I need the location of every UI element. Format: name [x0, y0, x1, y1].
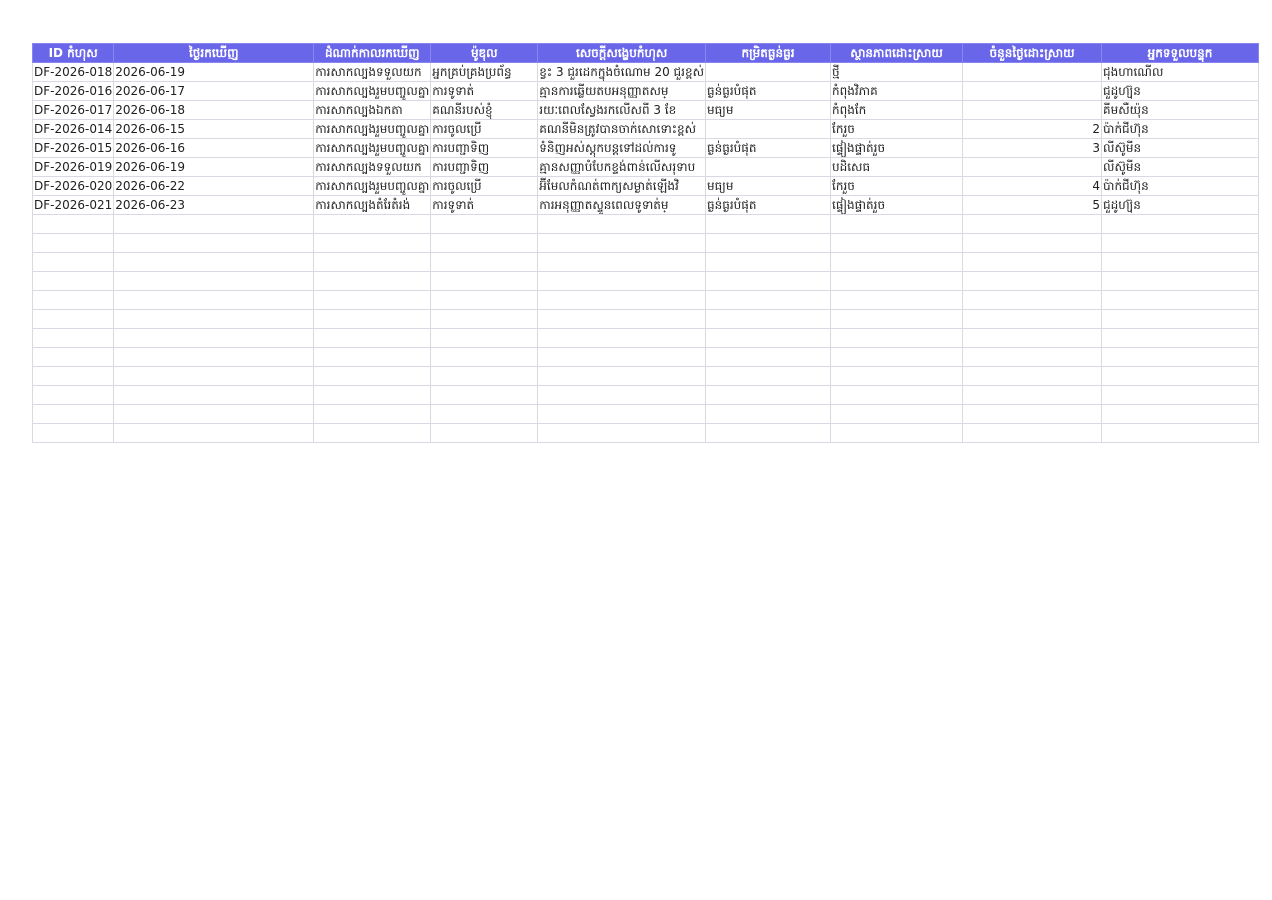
empty-cell[interactable]	[114, 291, 314, 310]
empty-cell[interactable]	[314, 348, 431, 367]
cell-fix-days[interactable]: 2	[963, 120, 1102, 139]
cell-summary[interactable]: ខ្វះ 3 ជួរដេកក្នុងចំណោម 20 ជួរខ្ពស់	[538, 63, 706, 82]
empty-row	[33, 348, 1259, 367]
empty-row	[33, 329, 1259, 348]
cell-status[interactable]: កំពុងវិភាគ	[831, 82, 963, 101]
cell-assignee[interactable]: ជុងហាណើល	[1102, 63, 1259, 82]
empty-cell[interactable]	[314, 253, 431, 272]
empty-cell[interactable]	[314, 234, 431, 253]
empty-row	[33, 424, 1259, 443]
empty-cell[interactable]	[706, 291, 831, 310]
empty-cell[interactable]	[114, 234, 314, 253]
header-fix-days[interactable]: ចំនួនថ្ងៃដោះស្រាយ	[963, 44, 1102, 63]
empty-cell[interactable]	[706, 234, 831, 253]
empty-cell[interactable]	[831, 386, 963, 405]
empty-cell[interactable]	[33, 272, 114, 291]
empty-cell[interactable]	[33, 234, 114, 253]
cell-found-phase[interactable]: ការសាកល្បងឯកតា	[314, 101, 431, 120]
empty-cell[interactable]	[114, 272, 314, 291]
empty-cell[interactable]	[538, 329, 706, 348]
empty-cell[interactable]	[431, 253, 538, 272]
cell-defect-id[interactable]: DF-2026-020	[33, 177, 114, 196]
empty-cell[interactable]	[431, 215, 538, 234]
cell-assignee[interactable]: គីមសឺយ៉ុន	[1102, 101, 1259, 120]
header-defect-id[interactable]: ID កំហុស	[33, 44, 114, 63]
header-module[interactable]: ម៉ូឌុល	[431, 44, 538, 63]
empty-row	[33, 291, 1259, 310]
empty-cell[interactable]	[538, 215, 706, 234]
cell-assignee[interactable]: ប៉ាក់ជីហ៊ុន	[1102, 177, 1259, 196]
cell-fix-days[interactable]	[963, 63, 1102, 82]
empty-cell[interactable]	[831, 291, 963, 310]
cell-found-phase[interactable]: ការសាកល្បងរួមបញ្ចូលគ្នា	[314, 177, 431, 196]
cell-severity[interactable]: ធ្ងន់ធ្ងរបំផុត	[706, 196, 831, 215]
cell-found-phase[interactable]: ការសាកល្បងរួមបញ្ចូលគ្នា	[314, 120, 431, 139]
cell-found-phase[interactable]: ការសាកល្បងទទួលយក	[314, 63, 431, 82]
cell-status[interactable]: ផ្ទៀងផ្ទាត់រួច	[831, 196, 963, 215]
empty-cell[interactable]	[831, 329, 963, 348]
cell-module[interactable]: ការទូទាត់	[431, 196, 538, 215]
table-row	[33, 196, 1259, 215]
cell-defect-id[interactable]: DF-2026-019	[33, 158, 114, 177]
empty-cell[interactable]	[1102, 310, 1259, 329]
empty-cell[interactable]	[831, 424, 963, 443]
empty-cell[interactable]	[314, 272, 431, 291]
empty-cell[interactable]	[1102, 348, 1259, 367]
cell-status[interactable]: ថ្មី	[831, 63, 963, 82]
empty-cell[interactable]	[831, 348, 963, 367]
empty-cell[interactable]	[538, 310, 706, 329]
cell-severity[interactable]	[706, 120, 831, 139]
empty-cell[interactable]	[114, 367, 314, 386]
cell-found-date[interactable]: 2026-06-16	[114, 139, 314, 158]
empty-cell[interactable]	[963, 424, 1102, 443]
empty-cell[interactable]	[33, 215, 114, 234]
empty-cell[interactable]	[963, 386, 1102, 405]
empty-row	[33, 367, 1259, 386]
empty-cell[interactable]	[963, 215, 1102, 234]
empty-cell[interactable]	[1102, 424, 1259, 443]
empty-cell[interactable]	[538, 253, 706, 272]
cell-summary[interactable]: ការអនុញ្ញាតស្ទួនពេលទូទាត់ម្	[538, 196, 706, 215]
spreadsheet	[32, 43, 1259, 443]
cell-module[interactable]: គណនីរបស់ខ្ញុំ	[431, 101, 538, 120]
empty-cell[interactable]	[538, 386, 706, 405]
cell-status[interactable]: កែរួច	[831, 120, 963, 139]
header-summary[interactable]: សេចក្តីសង្ខេបកំហុស	[538, 44, 706, 63]
empty-cell[interactable]	[963, 329, 1102, 348]
empty-cell[interactable]	[538, 367, 706, 386]
cell-status[interactable]: ផ្ទៀងផ្ទាត់រួច	[831, 139, 963, 158]
cell-found-phase[interactable]: ការសាកល្បងរួមបញ្ចូលគ្នា	[314, 82, 431, 101]
empty-cell[interactable]	[33, 329, 114, 348]
cell-assignee[interactable]: ជួដូហ្យ៊ុន	[1102, 82, 1259, 101]
empty-cell[interactable]	[538, 291, 706, 310]
empty-cell[interactable]	[538, 424, 706, 443]
cell-severity[interactable]: មធ្យម	[706, 177, 831, 196]
empty-cell[interactable]	[431, 291, 538, 310]
cell-assignee[interactable]: ជួដូហ្យ៊ុន	[1102, 196, 1259, 215]
table-row	[33, 120, 1259, 139]
empty-cell[interactable]	[33, 424, 114, 443]
empty-cell[interactable]	[1102, 329, 1259, 348]
empty-cell[interactable]	[831, 405, 963, 424]
cell-defect-id[interactable]: DF-2026-014	[33, 120, 114, 139]
empty-cell[interactable]	[314, 215, 431, 234]
empty-cell[interactable]	[963, 253, 1102, 272]
cell-summary[interactable]: គណនីមិនត្រូវបានចាក់សោទោះខ្ពស់	[538, 120, 706, 139]
empty-cell[interactable]	[314, 291, 431, 310]
cell-found-date[interactable]: 2026-06-15	[114, 120, 314, 139]
cell-defect-id[interactable]: DF-2026-021	[33, 196, 114, 215]
cell-severity[interactable]	[706, 158, 831, 177]
empty-cell[interactable]	[431, 405, 538, 424]
cell-defect-id[interactable]: DF-2026-018	[33, 63, 114, 82]
empty-cell[interactable]	[431, 329, 538, 348]
empty-cell[interactable]	[33, 405, 114, 424]
cell-module[interactable]: ការចូលប្រើ	[431, 177, 538, 196]
empty-cell[interactable]	[314, 367, 431, 386]
cell-severity[interactable]: ធ្ងន់ធ្ងរបំផុត	[706, 82, 831, 101]
empty-cell[interactable]	[706, 272, 831, 291]
cell-status[interactable]: កំពុងកែ	[831, 101, 963, 120]
table-row	[33, 139, 1259, 158]
cell-severity[interactable]: ធ្ងន់ធ្ងរបំផុត	[706, 139, 831, 158]
cell-defect-id[interactable]: DF-2026-015	[33, 139, 114, 158]
empty-cell[interactable]	[706, 215, 831, 234]
header-row	[33, 44, 1259, 63]
empty-cell[interactable]	[314, 329, 431, 348]
empty-cell[interactable]	[538, 234, 706, 253]
cell-found-phase[interactable]: ការសាកល្បងតំរែតំរង់	[314, 196, 431, 215]
empty-cell[interactable]	[1102, 234, 1259, 253]
empty-cell[interactable]	[831, 310, 963, 329]
header-assignee[interactable]: អ្នកទទួលបន្ទុក	[1102, 44, 1259, 63]
table-row	[33, 177, 1259, 196]
cell-fix-days[interactable]: 3	[963, 139, 1102, 158]
empty-cell[interactable]	[33, 291, 114, 310]
empty-cell[interactable]	[706, 348, 831, 367]
empty-cell[interactable]	[706, 310, 831, 329]
empty-cell[interactable]	[33, 367, 114, 386]
empty-cell[interactable]	[431, 234, 538, 253]
empty-cell[interactable]	[831, 367, 963, 386]
empty-row	[33, 386, 1259, 405]
cell-status[interactable]: កែរួច	[831, 177, 963, 196]
empty-row	[33, 215, 1259, 234]
empty-cell[interactable]	[114, 348, 314, 367]
empty-row	[33, 234, 1259, 253]
cell-severity[interactable]: មធ្យម	[706, 101, 831, 120]
cell-module[interactable]: ការបញ្ជាទិញ	[431, 158, 538, 177]
empty-row	[33, 272, 1259, 291]
cell-found-date[interactable]: 2026-06-18	[114, 101, 314, 120]
empty-cell[interactable]	[33, 310, 114, 329]
cell-fix-days[interactable]: 4	[963, 177, 1102, 196]
empty-cell[interactable]	[1102, 215, 1259, 234]
empty-cell[interactable]	[963, 310, 1102, 329]
empty-cell[interactable]	[431, 272, 538, 291]
empty-cell[interactable]	[431, 386, 538, 405]
table-row	[33, 82, 1259, 101]
empty-cell[interactable]	[1102, 405, 1259, 424]
cell-found-phase[interactable]: ការសាកល្បងរួមបញ្ចូលគ្នា	[314, 139, 431, 158]
empty-cell[interactable]	[706, 329, 831, 348]
empty-cell[interactable]	[831, 253, 963, 272]
empty-cell[interactable]	[963, 405, 1102, 424]
cell-module[interactable]: អ្នកគ្រប់គ្រងប្រព័ន្ធ	[431, 63, 538, 82]
empty-cell[interactable]	[538, 405, 706, 424]
cell-fix-days[interactable]	[963, 158, 1102, 177]
cell-status[interactable]: បដិសេធ	[831, 158, 963, 177]
cell-module[interactable]: ការទូទាត់	[431, 82, 538, 101]
empty-cell[interactable]	[706, 424, 831, 443]
empty-cell[interactable]	[33, 386, 114, 405]
empty-cell[interactable]	[431, 367, 538, 386]
cell-found-date[interactable]: 2026-06-19	[114, 158, 314, 177]
cell-found-date[interactable]: 2026-06-17	[114, 82, 314, 101]
cell-severity[interactable]	[706, 63, 831, 82]
empty-cell[interactable]	[114, 405, 314, 424]
empty-row	[33, 310, 1259, 329]
cell-found-date[interactable]: 2026-06-22	[114, 177, 314, 196]
empty-cell[interactable]	[114, 424, 314, 443]
empty-cell[interactable]	[431, 310, 538, 329]
empty-cell[interactable]	[314, 310, 431, 329]
empty-cell[interactable]	[706, 405, 831, 424]
empty-cell[interactable]	[1102, 272, 1259, 291]
empty-cell[interactable]	[831, 215, 963, 234]
empty-cell[interactable]	[114, 310, 314, 329]
empty-cell[interactable]	[314, 424, 431, 443]
cell-found-phase[interactable]: ការសាកល្បងទទួលយក	[314, 158, 431, 177]
empty-cell[interactable]	[963, 291, 1102, 310]
header-severity[interactable]: កម្រិតធ្ងន់ធ្ងរ	[706, 44, 831, 63]
empty-cell[interactable]	[706, 386, 831, 405]
empty-cell[interactable]	[314, 405, 431, 424]
empty-cell[interactable]	[963, 367, 1102, 386]
cell-fix-days[interactable]	[963, 101, 1102, 120]
empty-cell[interactable]	[114, 253, 314, 272]
empty-cell[interactable]	[314, 386, 431, 405]
empty-cell[interactable]	[963, 234, 1102, 253]
cell-found-date[interactable]: 2026-06-19	[114, 63, 314, 82]
empty-cell[interactable]	[706, 367, 831, 386]
header-found-phase[interactable]: ដំណាក់កាលរកឃើញ	[314, 44, 431, 63]
cell-summary[interactable]: អ៊ីមែលកំណត់ពាក្យសម្ងាត់ឡើងវិ	[538, 177, 706, 196]
empty-cell[interactable]	[831, 272, 963, 291]
empty-cell[interactable]	[114, 329, 314, 348]
header-status[interactable]: ស្ថានភាពដោះស្រាយ	[831, 44, 963, 63]
empty-cell[interactable]	[706, 253, 831, 272]
empty-cell[interactable]	[538, 272, 706, 291]
empty-cell[interactable]	[33, 348, 114, 367]
empty-cell[interactable]	[33, 253, 114, 272]
empty-cell[interactable]	[1102, 291, 1259, 310]
cell-summary[interactable]: ទំនិញអស់ស្តុកបន្តទៅដល់ការទូ	[538, 139, 706, 158]
cell-assignee[interactable]: លីស៊ូមីន	[1102, 158, 1259, 177]
cell-fix-days[interactable]	[963, 82, 1102, 101]
cell-defect-id[interactable]: DF-2026-016	[33, 82, 114, 101]
empty-cell[interactable]	[538, 348, 706, 367]
table-row	[33, 101, 1259, 120]
empty-cell[interactable]	[431, 424, 538, 443]
cell-found-date[interactable]: 2026-06-23	[114, 196, 314, 215]
empty-cell[interactable]	[1102, 367, 1259, 386]
empty-cell[interactable]	[431, 348, 538, 367]
empty-cell[interactable]	[831, 234, 963, 253]
empty-cell[interactable]	[963, 348, 1102, 367]
cell-module[interactable]: ការបញ្ជាទិញ	[431, 139, 538, 158]
cell-assignee[interactable]: ប៉ាក់ជីហ៊ុន	[1102, 120, 1259, 139]
empty-cell[interactable]	[963, 272, 1102, 291]
cell-fix-days[interactable]: 5	[963, 196, 1102, 215]
empty-row	[33, 405, 1259, 424]
empty-cell[interactable]	[1102, 386, 1259, 405]
empty-cell[interactable]	[114, 386, 314, 405]
cell-summary[interactable]: គ្មានការឆ្លើយតបអនុញ្ញាតសម្	[538, 82, 706, 101]
cell-summary[interactable]: រយៈពេលស្វែងរកលើសពី 3 ខែ	[538, 101, 706, 120]
cell-summary[interactable]: គ្មានសញ្ញាបំបែកខ្ទង់ពាន់លើសរុទាប	[538, 158, 706, 177]
empty-cell[interactable]	[114, 215, 314, 234]
empty-cell[interactable]	[1102, 253, 1259, 272]
empty-row	[33, 253, 1259, 272]
cell-module[interactable]: ការចូលប្រើ	[431, 120, 538, 139]
header-found-date[interactable]: ថ្ងៃរកឃើញ	[114, 44, 314, 63]
table-row	[33, 63, 1259, 82]
cell-defect-id[interactable]: DF-2026-017	[33, 101, 114, 120]
table-row	[33, 158, 1259, 177]
cell-assignee[interactable]: លីស៊ូមីន	[1102, 139, 1259, 158]
defect-table	[32, 43, 1259, 443]
